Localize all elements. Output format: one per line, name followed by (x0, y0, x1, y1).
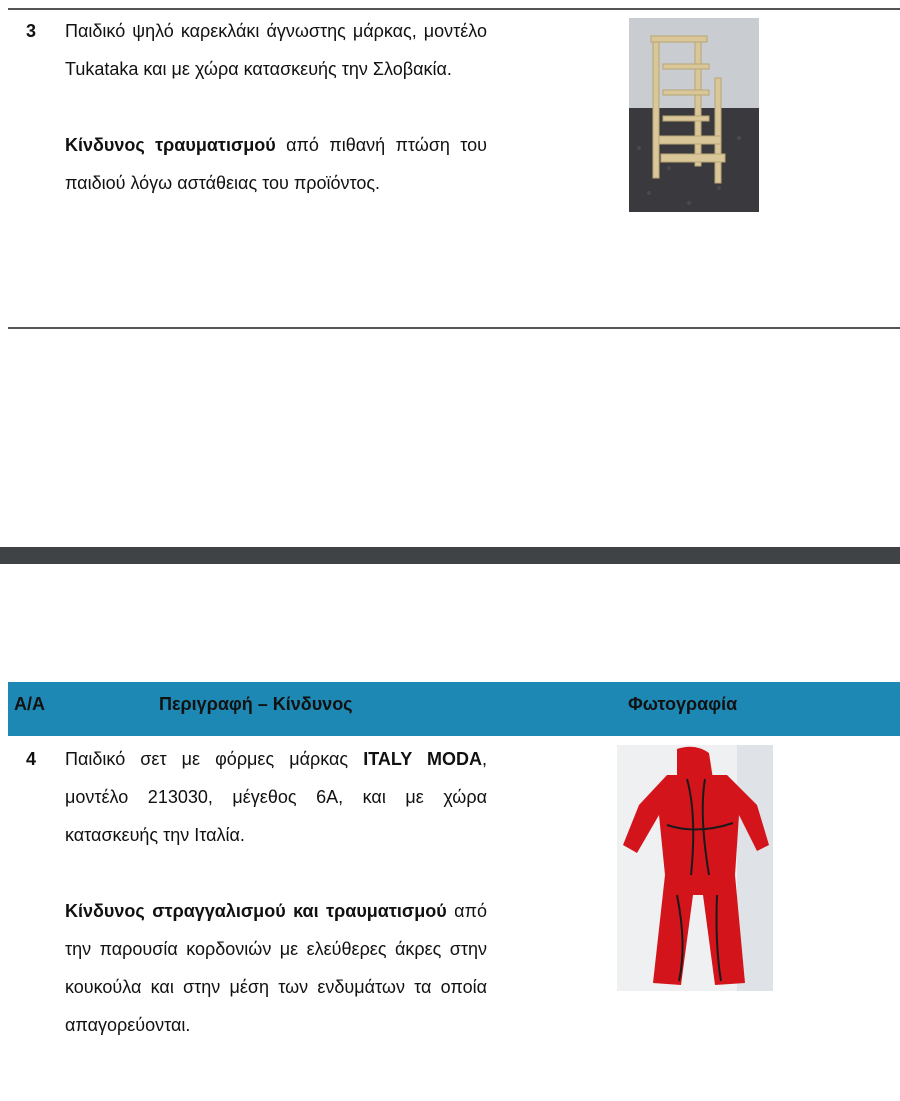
item-4-desc-post: , μοντέλο 213030, μέγεθος 6Α, και με χώρα κατασκευής την Ιταλία. (65, 749, 487, 845)
item-4-description (65, 740, 487, 854)
item-4-text (65, 740, 487, 1044)
wooden-high-chair-photo (629, 18, 759, 212)
item-3-risk-text: από πιθανή πτώση του παιδιού λόγω αστάθειας του προϊόντος. (65, 135, 487, 193)
top-rule (8, 8, 900, 10)
item-3-description: Παιδικό ψηλό καρεκλάκι άγνωστης μάρκας, μοντέλο Tukataka και με χώρα κατασκευής την Σλοβακία. (65, 21, 487, 79)
header-description: Περιγραφή – Κίνδυνος (159, 694, 353, 714)
header-photo: Φωτογραφία (628, 694, 738, 714)
item-4-number: 4 (26, 749, 37, 769)
item-3-risk-label: Κίνδυνος τραυματισμού (65, 135, 276, 155)
page-divider (0, 547, 900, 564)
red-tracksuit-photo (617, 745, 773, 991)
item-4-risk-text: από την παρουσία κορδονιών με ελεύθερες άκρες στην κουκούλα και στην μέση των ενδυμάτων τα οποία απαγορεύονται. (65, 901, 487, 1035)
item-3-number: 3 (26, 21, 37, 41)
item-4-desc-pre: Παιδικό σετ με φόρμες μάρκας (65, 749, 364, 769)
item-4-brand: ITALY MODA (363, 749, 482, 769)
bottom-rule (8, 327, 900, 329)
item-4-risk-label: Κίνδυνος στραγγαλισμού και τραυματισμού (65, 901, 447, 921)
item-4-risk (65, 892, 487, 1044)
item-3-text (65, 12, 487, 202)
table-header (8, 682, 900, 736)
header-aa: Α/Α (14, 694, 45, 714)
item-3-risk (65, 126, 487, 202)
